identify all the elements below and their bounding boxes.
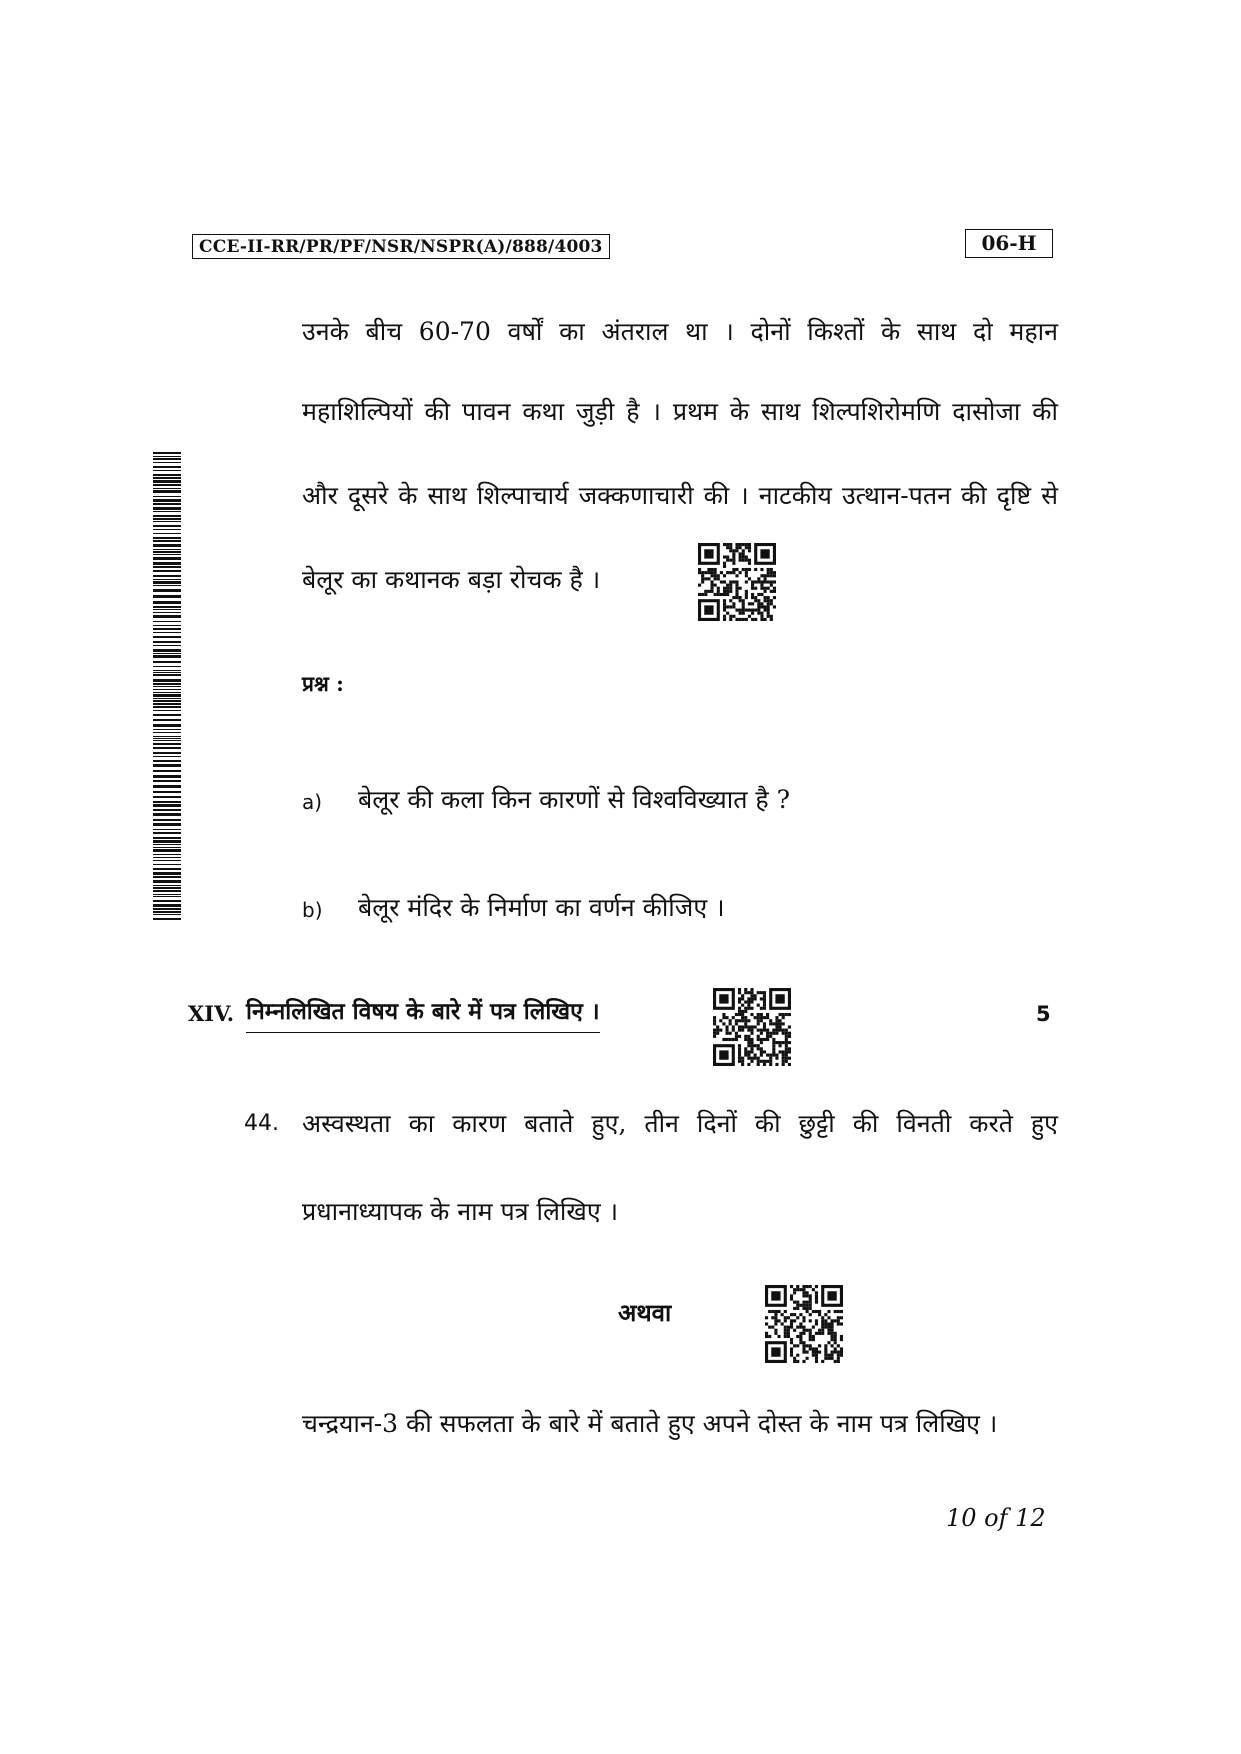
passage-line: और दूसरे के साथ शिल्पाचार्य जक्कणाचारी की । नाटकीय उत्थान-पतन की दृष्टि से — [302, 481, 1058, 510]
qr-code-icon — [765, 1285, 843, 1363]
question-letter: a) — [302, 790, 323, 814]
alternative-question: चन्द्रयान-3 की सफलता के बारे में बताते हुए अपने दोस्त के नाम पत्र लिखिए । — [302, 1409, 998, 1438]
questions-label: प्रश्न : — [302, 671, 344, 696]
qr-code-icon — [698, 543, 776, 621]
set-code: 06-H — [965, 229, 1053, 258]
question-line: प्रधानाध्यापक के नाम पत्र लिखिए । — [302, 1197, 619, 1226]
qr-code-icon — [713, 988, 791, 1066]
section-number: XIV. — [188, 1001, 235, 1026]
question-line: अस्वस्थता का कारण बताते हुए, तीन दिनों की छुट्टी की विनती करते हुए — [302, 1109, 1058, 1138]
passage-line: महाशिल्पियों की पावन कथा जुड़ी है । प्रथम के साथ शिल्पशिरोमणि दासोजा की — [302, 397, 1058, 426]
or-label: अथवा — [618, 1298, 672, 1327]
section-marks: 5 — [1036, 1002, 1051, 1026]
page-number: 10 of 12 — [946, 1504, 1046, 1532]
paper-code: CCE-II-RR/PR/PF/NSR/NSPR(A)/888/4003 — [192, 234, 610, 259]
passage-line: बेलूर का कथानक बड़ा रोचक है । — [302, 565, 601, 594]
question-letter: b) — [302, 898, 323, 922]
barcode-icon — [153, 452, 181, 920]
question-number: 44. — [244, 1111, 279, 1136]
section-title: निम्नलिखित विषय के बारे में पत्र लिखिए । — [246, 996, 600, 1033]
question-text: बेलूर की कला किन कारणों से विश्वविख्यात है ? — [358, 785, 791, 814]
passage-line: उनके बीच 60-70 वर्षों का अंतराल था । दोनों किश्तों के साथ दो महान — [302, 317, 1058, 346]
question-text: बेलूर मंदिर के निर्माण का वर्णन कीजिए । — [358, 893, 725, 922]
